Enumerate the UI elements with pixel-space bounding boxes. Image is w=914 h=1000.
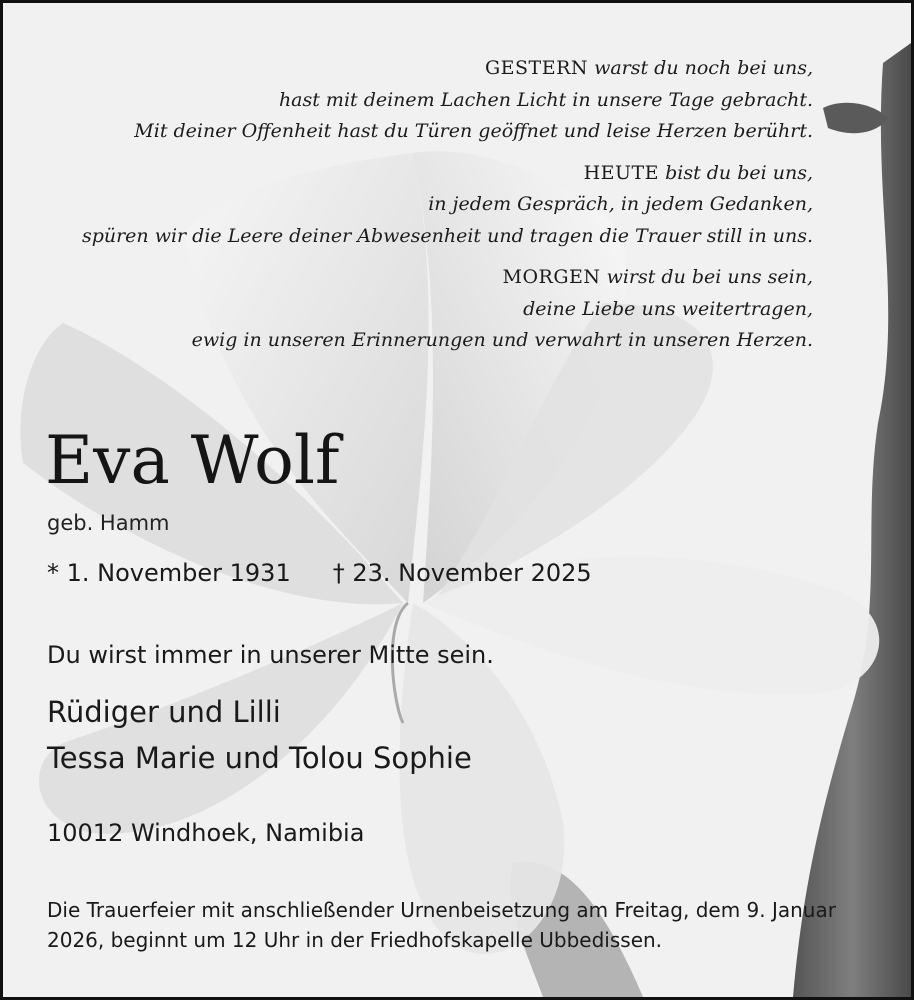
mourners-list <box>47 689 472 781</box>
birth-name: geb. Hamm <box>47 511 170 535</box>
poem-text: warst du noch bei uns, <box>594 57 813 79</box>
poem-line <box>82 262 813 294</box>
poem-line: hast mit deinem Lachen Licht in unsere Tage gebracht. <box>278 88 813 111</box>
poem-text: Mit deiner Offenheit hast du Türen geöffnet und leise Herzen berührt. <box>134 120 813 142</box>
life-dates <box>47 559 592 587</box>
poem-text: deine Liebe uns weitertragen, <box>523 297 813 320</box>
poem-line <box>82 325 813 357</box>
poem-text: ewig in unseren Erinnerungen und verwahrt in unseren Herzen. <box>191 329 813 351</box>
memorial-motto: Du wirst immer in unserer Mitte sein. <box>47 641 494 669</box>
poem-line <box>82 158 813 190</box>
poem-keyword: GESTERN <box>484 57 589 79</box>
poem-stanza-tomorrow <box>82 262 813 357</box>
poem-line <box>82 53 813 85</box>
poem-text: in jedem Gespräch, in jedem Gedanken, <box>428 193 813 215</box>
poem-keyword: HEUTE <box>583 161 660 184</box>
death-date: † 23. November 2025 <box>332 559 592 587</box>
poem-line <box>82 116 813 148</box>
poem-line <box>82 294 813 326</box>
funeral-service-info: Die Trauerfeier mit anschließender Urnenbeisetzung am Freitag, dem 9. Januar 2026, beginnt um 12 Uhr in der Friedhofskapelle Ubbedissen. <box>47 898 836 952</box>
poem-text: spüren wir die Leere deiner Abwesenheit und tragen die Trauer still in uns. <box>81 224 813 247</box>
poem-stanza-today <box>82 158 813 253</box>
mourner-line: Tessa Marie und Tolou Sophie <box>47 741 472 775</box>
memorial-poem <box>82 53 813 367</box>
family-address: 10012 Windhoek, Namibia <box>47 819 365 847</box>
poem-keyword: MORGEN <box>502 266 601 288</box>
deceased-name: Eva Wolf <box>45 422 340 499</box>
mourner-line: Rüdiger und Lilli <box>47 695 281 729</box>
birth-date: * 1. November 1931 <box>47 559 291 587</box>
poem-text: wirst du bei uns sein, <box>606 266 813 288</box>
poem-text: bist du bei uns, <box>665 161 813 184</box>
poem-line <box>82 221 813 253</box>
poem-stanza-yesterday <box>82 53 813 148</box>
poem-line <box>82 189 813 221</box>
